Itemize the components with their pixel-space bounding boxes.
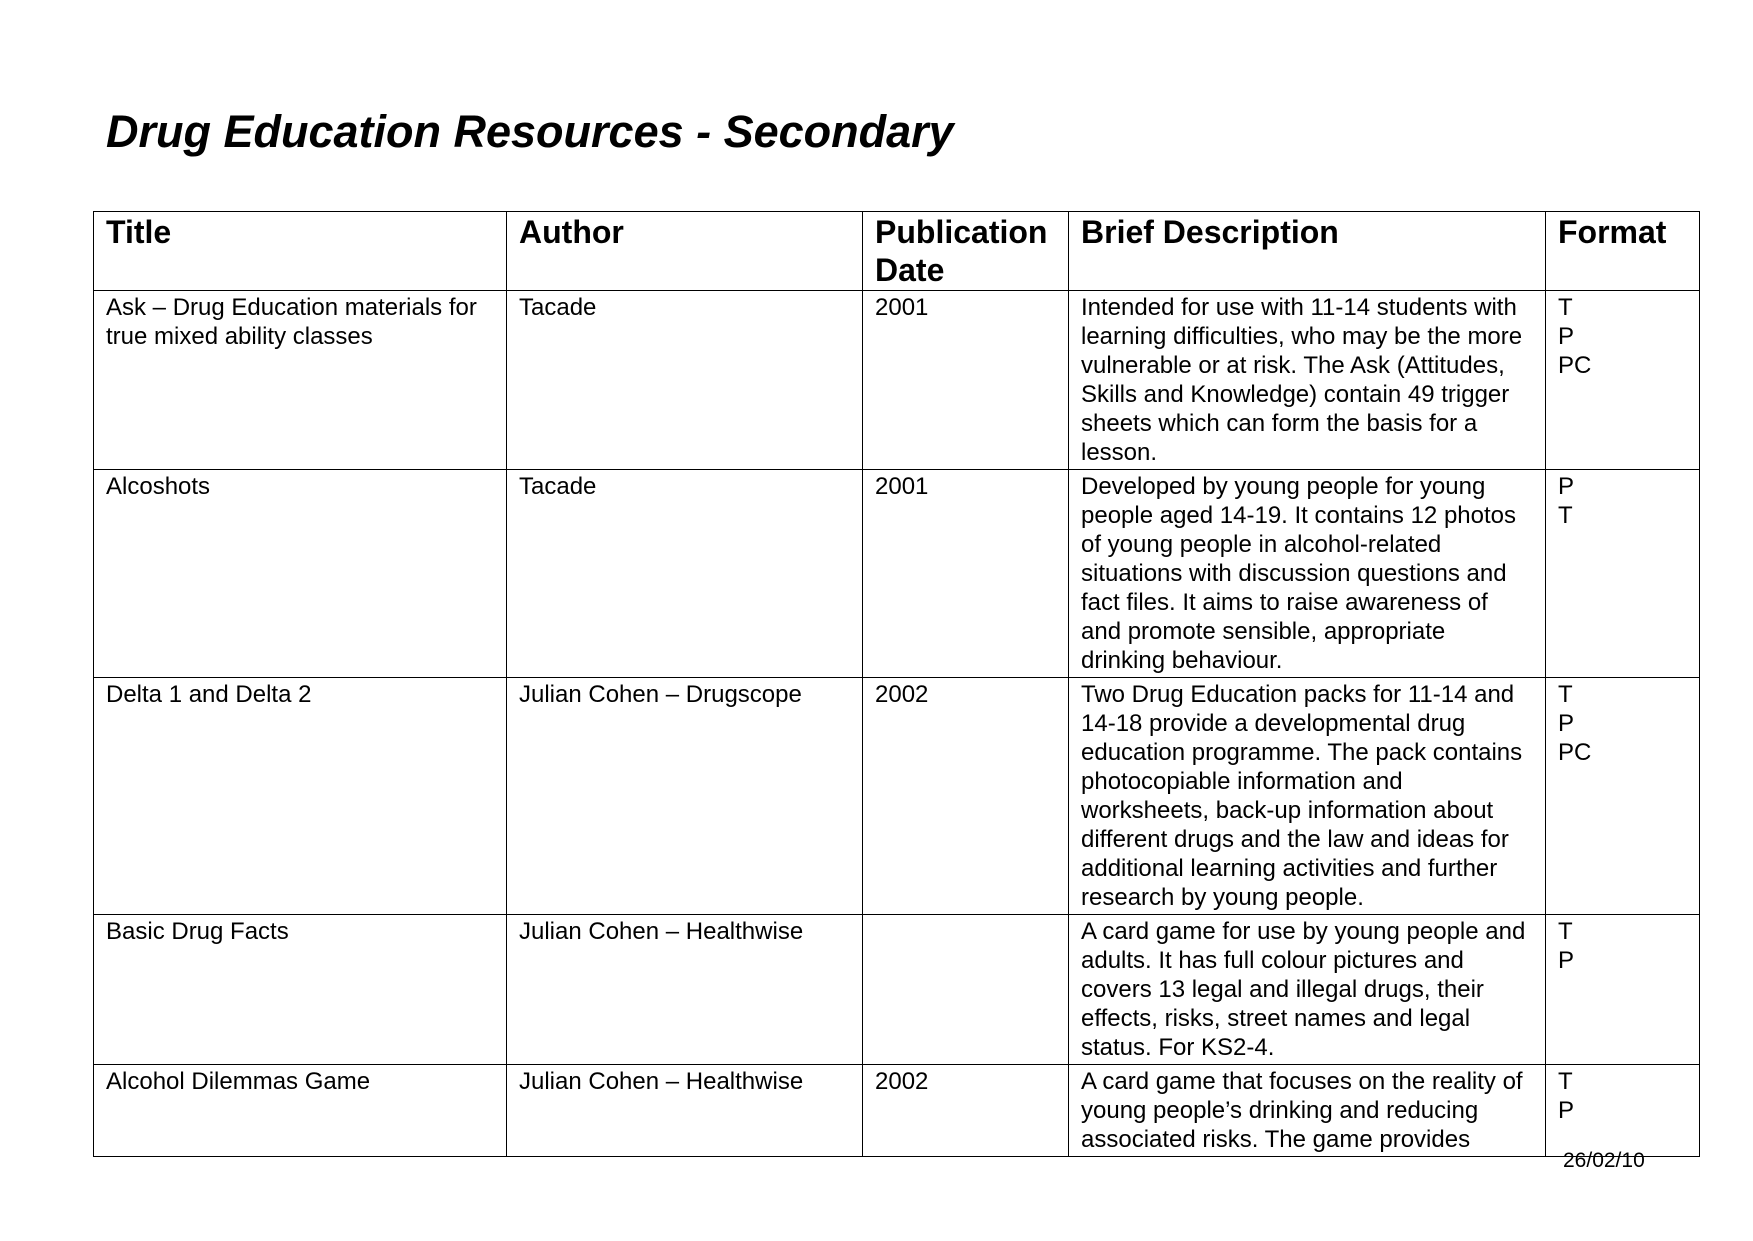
cell-author: Julian Cohen – Drugscope: [507, 678, 863, 915]
cell-author: Julian Cohen – Healthwise: [507, 1065, 863, 1157]
column-header-format: Format: [1546, 212, 1700, 291]
cell-description: Intended for use with 11-14 students with learning difficulties, who may be the more vulnerable or at risk. The Ask (Attitudes, Skills and Knowledge) contain 49 trigger sheets which can form the basis for a lesson.: [1069, 291, 1546, 470]
cell-publication-date: 2001: [863, 470, 1069, 678]
cell-description: A card game that focuses on the reality of young people’s drinking and reducing associated risks. The game provides: [1069, 1065, 1546, 1157]
table-row: [94, 1065, 1700, 1157]
cell-title: Alcoshots: [94, 470, 507, 678]
cell-format: T P PC: [1546, 291, 1700, 470]
cell-title: Ask – Drug Education materials for true mixed ability classes: [94, 291, 507, 470]
cell-publication-date: 2002: [863, 678, 1069, 915]
cell-author: Julian Cohen – Healthwise: [507, 915, 863, 1065]
cell-format: P T: [1546, 470, 1700, 678]
cell-format: T P: [1546, 915, 1700, 1065]
column-header-author: Author: [507, 212, 863, 291]
cell-author: Tacade: [507, 291, 863, 470]
cell-title: Alcohol Dilemmas Game: [94, 1065, 507, 1157]
cell-publication-date: 2002: [863, 1065, 1069, 1157]
cell-description: Two Drug Education packs for 11-14 and 14-18 provide a developmental drug education programme. The pack contains photocopiable information and worksheets, back-up information about different drugs and the law and ideas for additional learning activities and further research by young people.: [1069, 678, 1546, 915]
cell-description: Developed by young people for young people aged 14-19. It contains 12 photos of young people in alcohol-related situations with discussion questions and fact files. It aims to raise awareness of and promote sensible, appropriate drinking behaviour.: [1069, 470, 1546, 678]
cell-publication-date: [863, 915, 1069, 1065]
cell-format: T P PC: [1546, 678, 1700, 915]
resources-table: [93, 211, 1700, 1157]
cell-publication-date: 2001: [863, 291, 1069, 470]
cell-author: Tacade: [507, 470, 863, 678]
table-header-row: [94, 212, 1700, 291]
page-title: Drug Education Resources - Secondary: [106, 106, 954, 157]
cell-title: Basic Drug Facts: [94, 915, 507, 1065]
page-date: 26/02/10: [1563, 1149, 1645, 1172]
column-header-publication-date: Publication Date: [863, 212, 1069, 291]
table-row: [94, 915, 1700, 1065]
cell-title: Delta 1 and Delta 2: [94, 678, 507, 915]
table-row: [94, 291, 1700, 470]
column-header-description: Brief Description: [1069, 212, 1546, 291]
column-header-title: Title: [94, 212, 507, 291]
cell-format: T P: [1546, 1065, 1700, 1157]
table-row: [94, 470, 1700, 678]
cell-description: A card game for use by young people and adults. It has full colour pictures and covers 13 legal and illegal drugs, their effects, risks, street names and legal status. For KS2-4.: [1069, 915, 1546, 1065]
table-row: [94, 678, 1700, 915]
